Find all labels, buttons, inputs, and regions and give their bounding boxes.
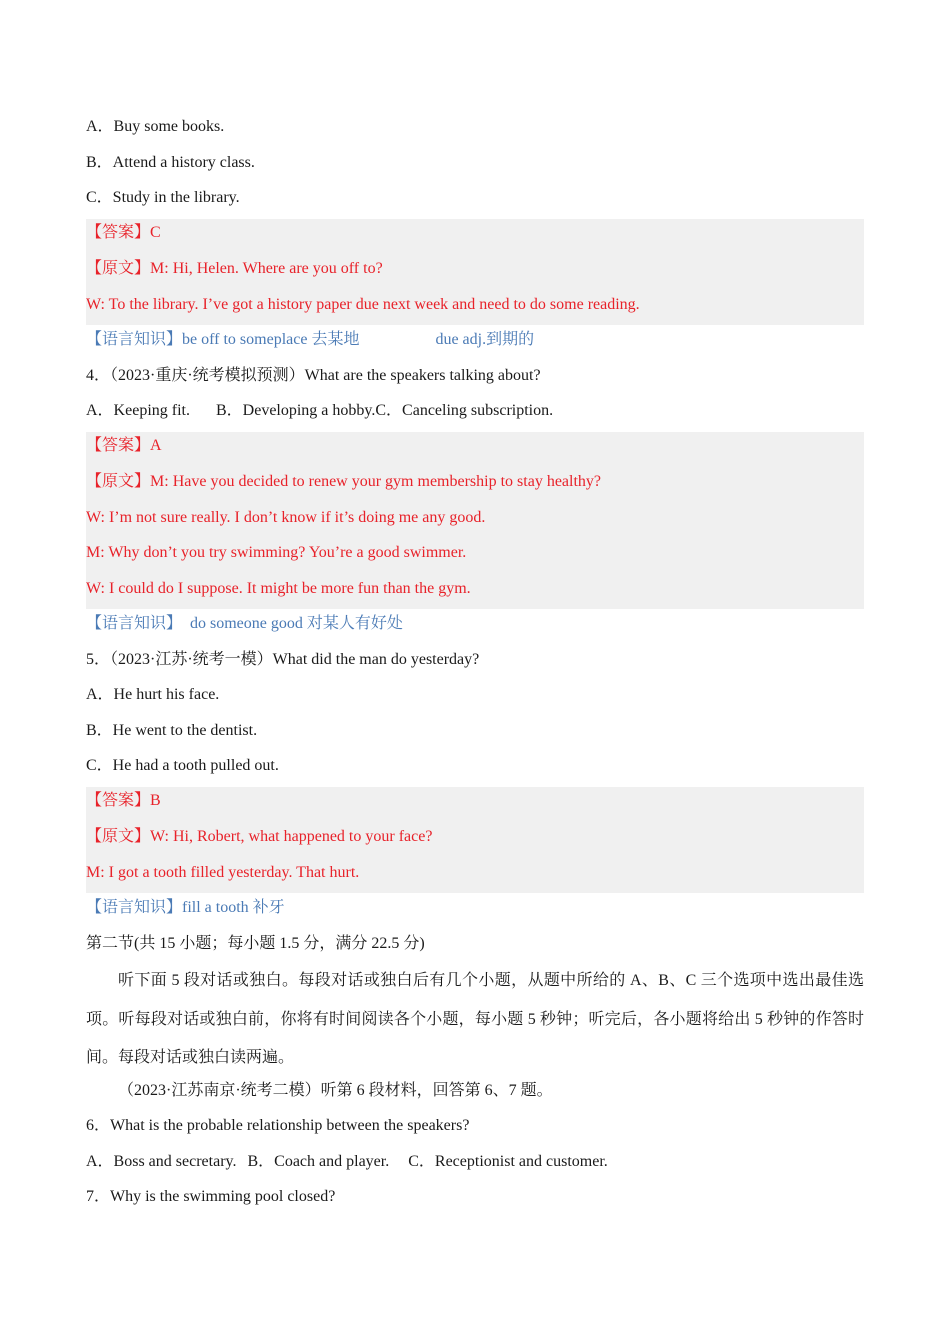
q5-transcript-line-2: M: I got a tooth filled yesterday. That hurt.: [86, 863, 360, 881]
q3-option-a: A．Buy some books.: [86, 118, 225, 135]
q4-transcript-line-4: W: I could do I suppose. It might be more fun than the gym.: [86, 579, 471, 597]
transcript-text: M: Hi, Helen. Where are you off to?: [150, 260, 383, 277]
q6-question: 6．What is the probable relationship between the speakers?: [86, 1117, 470, 1134]
transcript-label: 【原文】: [86, 260, 151, 277]
transcript-label: 【原文】: [86, 473, 151, 490]
q5-answer-block: [86, 787, 864, 894]
q3-transcript-line-2: W: To the library. I’ve got a history paper due next week and need to do some reading.: [86, 295, 640, 313]
q6-option-b: B．Coach and player.: [247, 1152, 390, 1170]
q5-question: 5．（2023·江苏·统考一模）What did the man do yesterday?: [86, 650, 480, 668]
q3-answer-block: [86, 219, 864, 326]
document-page: [86, 112, 864, 1218]
q5-transcript-line-1: [86, 822, 864, 858]
q5-answer: 【答案】B: [86, 791, 161, 809]
material-intro: （2023·江苏南京·统考二模）听第 6 段材料，回答第 6、7 题。: [118, 1081, 553, 1099]
q5-option-a: A．He hurt his face.: [86, 686, 220, 703]
q7-question: 7．Why is the swimming pool closed?: [86, 1188, 336, 1205]
section-instructions: 听下面 5 段对话或独白。每段对话或独白后有几个小题，从题中所给的 A、B、C 三个选项中选出最佳选项。听每段对话或独白前，你将有时间阅读各个小题，每小题 5 秒钟；听完后，各小题将给出 5 秒钟的作答时间。每段对话或独白读两遍。: [86, 972, 864, 1066]
q3-answer: 【答案】C: [86, 223, 161, 241]
q6-options: [86, 1147, 864, 1183]
q6-option-a: A．Boss and secretary.: [86, 1152, 237, 1170]
transcript-text: W: Hi, Robert, what happened to your face?: [150, 828, 433, 845]
q3-language-knowledge: [86, 325, 864, 361]
transcript-label: 【原文】: [86, 828, 151, 845]
q6-option-c: C．Receptionist and customer.: [408, 1152, 608, 1170]
q3-option-c: C．Study in the library.: [86, 189, 240, 206]
q5-option-b: B．He went to the dentist.: [86, 721, 258, 739]
q5-option-c: C．He had a tooth pulled out.: [86, 757, 279, 774]
q4-option-bc: B．Developing a hobby.C．Canceling subscription.: [215, 402, 554, 419]
q4-options: [86, 396, 864, 432]
q4-transcript-line-1: [86, 467, 864, 503]
q3-option-b: B．Attend a history class.: [86, 153, 255, 171]
q4-option-a: A．Keeping fit.: [86, 402, 190, 419]
section-heading: 第二节(共 15 小题；每小题 1.5 分，满分 22.5 分): [86, 934, 425, 952]
q5-language-knowledge: 【语言知识】fill a tooth 补牙: [86, 899, 285, 916]
q4-transcript-line-3: M: Why don’t you try swimming? You’re a good swimmer.: [86, 544, 467, 561]
q4-answer-block: [86, 432, 864, 610]
q4-answer: 【答案】A: [86, 436, 162, 454]
knowledge-item-1: 【语言知识】be off to someplace 去某地: [86, 331, 360, 348]
transcript-text: M: Have you decided to renew your gym membership to stay healthy?: [150, 473, 602, 490]
q4-language-knowledge: 【语言知识】 do someone good 对某人有好处: [86, 615, 403, 632]
q4-question: 4．（2023·重庆·统考模拟预测）What are the speakers talking about?: [86, 366, 541, 384]
q4-transcript-line-2: W: I’m not sure really. I don’t know if it’s doing me any good.: [86, 508, 486, 526]
knowledge-item-2: due adj.到期的: [435, 331, 535, 348]
q3-transcript-line-1: [86, 254, 864, 290]
